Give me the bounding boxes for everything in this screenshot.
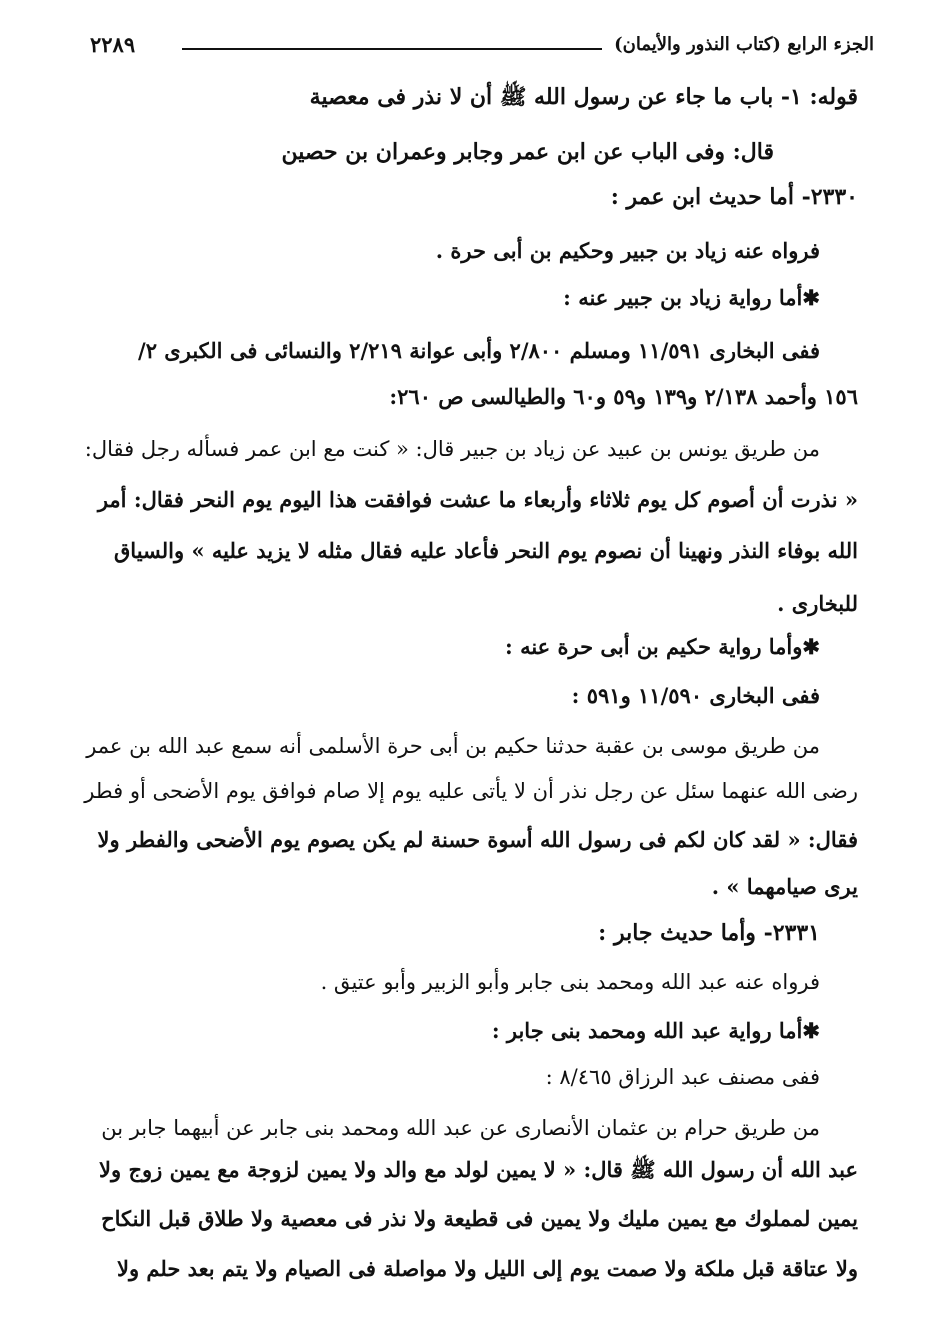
- section-heading: ✱ أما رواية زياد بن جبير عنه :: [563, 285, 820, 310]
- text-line: للبخارى .: [777, 591, 858, 616]
- subheading: قال: وفى الباب عن ابن عمر وجابر وعمران بن حصين: [281, 139, 774, 165]
- section-heading: ✱ أما رواية عبد الله ومحمد بنى جابر :: [492, 1018, 820, 1043]
- text-line: ففى البخارى ١١/٥٩٠ و٥٩١ :: [571, 683, 820, 708]
- text-line: ففى البخارى ١١/٥٩١ ومسلم ٢/٨٠٠ وأبى عوانة ٢/٢١٩ والنسائى فى الكبرى ٢/: [138, 338, 820, 363]
- text-line: من طريق موسى بن عقبة حدثنا حكيم بن أبى حرة الأسلمى أنه سمع عبد الله بن عمر: [86, 734, 820, 758]
- text-line: يرى صيامهما » .: [711, 874, 858, 899]
- hadith-heading: ٢٣٣٠- أما حديث ابن عمر :: [610, 184, 858, 210]
- text-line: فرواه عنه زياد بن جبير وحكيم بن أبى حرة .: [435, 238, 820, 263]
- page-number: ٢٢٨٩: [90, 32, 136, 57]
- text-line: من طريق يونس بن عبيد عن زياد بن جبير قال: « كنت مع ابن عمر فسأله رجل فقال:: [84, 437, 820, 461]
- text-line: الله بوفاء النذر ونهينا أن نصوم يوم النحر فأعاد عليه فقال مثله لا يزيد عليه » والسياق: [114, 538, 858, 563]
- text-line: فقال: « لقد كان لكم فى رسول الله أسوة حسنة لم يكن يصوم يوم الأضحى والفطر ولا: [97, 827, 858, 852]
- running-header: [90, 30, 874, 64]
- chapter-heading: قوله: ١- باب ما جاء عن رسول الله ﷺ أن لا نذر فى معصية: [309, 84, 858, 110]
- text-line: « نذرت أن أصوم كل يوم ثلاثاء وأربعاء ما عشت فوافقت هذا اليوم يوم النحر فقال: أمر: [97, 487, 858, 512]
- header-rule: [182, 48, 602, 50]
- header-title: الجزء الرابع (كتاب النذور والأيمان): [614, 34, 874, 55]
- text-line: ١٥٦ وأحمد ٢/١٣٨ و١٣٩ و٥٩ و٦٠ والطيالسى ص ٢٦٠:: [389, 384, 858, 409]
- text-line: فرواه عنه عبد الله ومحمد بنى جابر وأبو الزبير وأبو عتيق .: [320, 970, 820, 994]
- text-line: ولا عتاقة قبل ملكة ولا صمت يوم إلى الليل ولا مواصلة فى الصيام ولا يتم بعد حلم ولا: [117, 1256, 858, 1281]
- text-line: عبد الله أن رسول الله ﷺ قال: « لا يمين لولد مع والد ولا يمين لزوجة مع يمين زوج ولا: [99, 1157, 858, 1182]
- text-line: من طريق حرام بن عثمان الأنصارى عن عبد الله ومحمد بنى جابر عن أبيهما جابر بن: [101, 1116, 820, 1140]
- section-heading: ✱ وأما رواية حكيم بن أبى حرة عنه :: [505, 634, 820, 659]
- text-line: رضى الله عنهما سئل عن رجل نذر أن لا يأتى عليه يوم إلا صام فوافق يوم الأضحى أو فطر: [84, 779, 858, 803]
- text-line: يمين لمملوك مع يمين مليك ولا يمين فى قطيعة ولا نذر فى معصية ولا طلاق قبل النكاح: [101, 1206, 858, 1231]
- text-line: ففى مصنف عبد الرزاق ٨/٤٦٥ :: [545, 1065, 820, 1089]
- hadith-heading: ٢٣٣١- وأما حديث جابر :: [598, 920, 820, 946]
